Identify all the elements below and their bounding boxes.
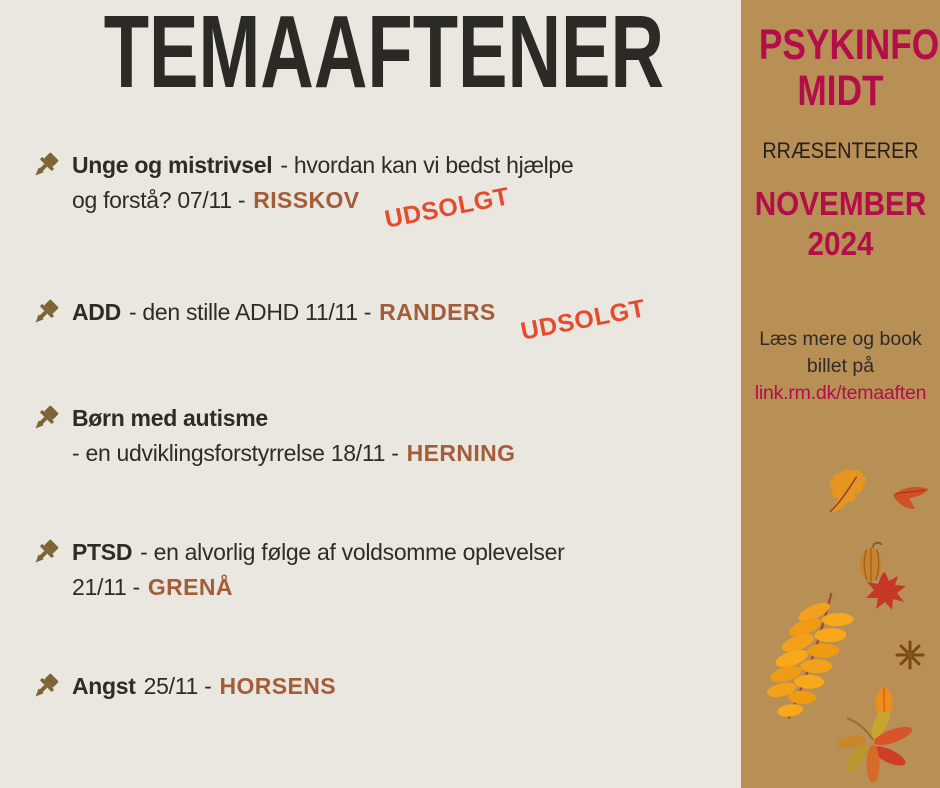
- sold-out-badge: UDSOLGT: [518, 294, 648, 346]
- presents-label: RRÆSENTERER: [762, 138, 919, 163]
- page-title: TEMAAFTENER: [103, 0, 665, 109]
- cta-line: Læs mere og book: [759, 328, 922, 350]
- event-item: [26, 669, 336, 711]
- creeper-leaf-icon: [829, 712, 919, 788]
- brand-line: PSYKINFO: [758, 21, 940, 69]
- event-item: [26, 535, 564, 605]
- month-line: NOVEMBER: [754, 185, 927, 222]
- event-desc: - hvordan kan vi bedst hjælpe: [280, 152, 574, 178]
- oak-leaf-icon: [818, 468, 876, 520]
- event-text: [72, 294, 648, 346]
- sold-out-badge: UDSOLGT: [381, 182, 512, 234]
- event-desc: - en alvorlig følge af voldsomme oplevelser: [140, 539, 565, 565]
- event-text: [72, 535, 564, 605]
- event-title: ADD: [72, 299, 121, 325]
- event-location: HERNING: [406, 440, 516, 466]
- event-title: Angst: [72, 673, 136, 699]
- brand: [741, 22, 940, 114]
- event-item: [26, 294, 648, 346]
- cta-text: [741, 326, 940, 407]
- sidebar: [741, 0, 940, 788]
- cta-line: billet på: [806, 355, 875, 377]
- brand-line: MIDT: [797, 67, 884, 115]
- event-desc: 21/11 -: [72, 574, 140, 600]
- event-title: PTSD: [72, 539, 133, 565]
- event-desc: og forstå? 07/11 -: [72, 187, 246, 213]
- event-title: Børn med autisme: [72, 405, 268, 431]
- star-anise-icon: [893, 638, 927, 672]
- pushpin-icon: [26, 536, 62, 605]
- rowan-leaf-icon: [767, 586, 862, 726]
- booking-link: link.rm.dk/temaaften: [754, 382, 927, 404]
- event-text: [72, 148, 574, 234]
- event-item: [26, 401, 515, 471]
- pushpin-icon: [26, 670, 62, 711]
- month-line: 2024: [807, 225, 874, 262]
- red-leaf-fragment-icon: [891, 483, 931, 515]
- event-desc: 25/11 -: [143, 673, 212, 699]
- event-location: RANDERS: [379, 299, 496, 325]
- event-text: [72, 669, 336, 711]
- event-location: RISSKOV: [253, 187, 360, 213]
- pushpin-icon: [26, 149, 62, 218]
- pushpin-icon: [26, 296, 62, 337]
- event-title: Unge og mistrivsel: [72, 152, 273, 178]
- event-location: HORSENS: [219, 673, 337, 699]
- maple-leaf-icon: [862, 570, 908, 612]
- event-item: [26, 148, 574, 234]
- pushpin-icon: [26, 402, 62, 471]
- event-desc: - den stille ADHD 11/11 -: [128, 299, 372, 325]
- event-desc: - en udviklingsforstyrrelse 18/11 -: [72, 440, 399, 466]
- month-label: [741, 184, 940, 264]
- event-location: GRENÅ: [147, 574, 233, 600]
- event-text: [72, 401, 515, 471]
